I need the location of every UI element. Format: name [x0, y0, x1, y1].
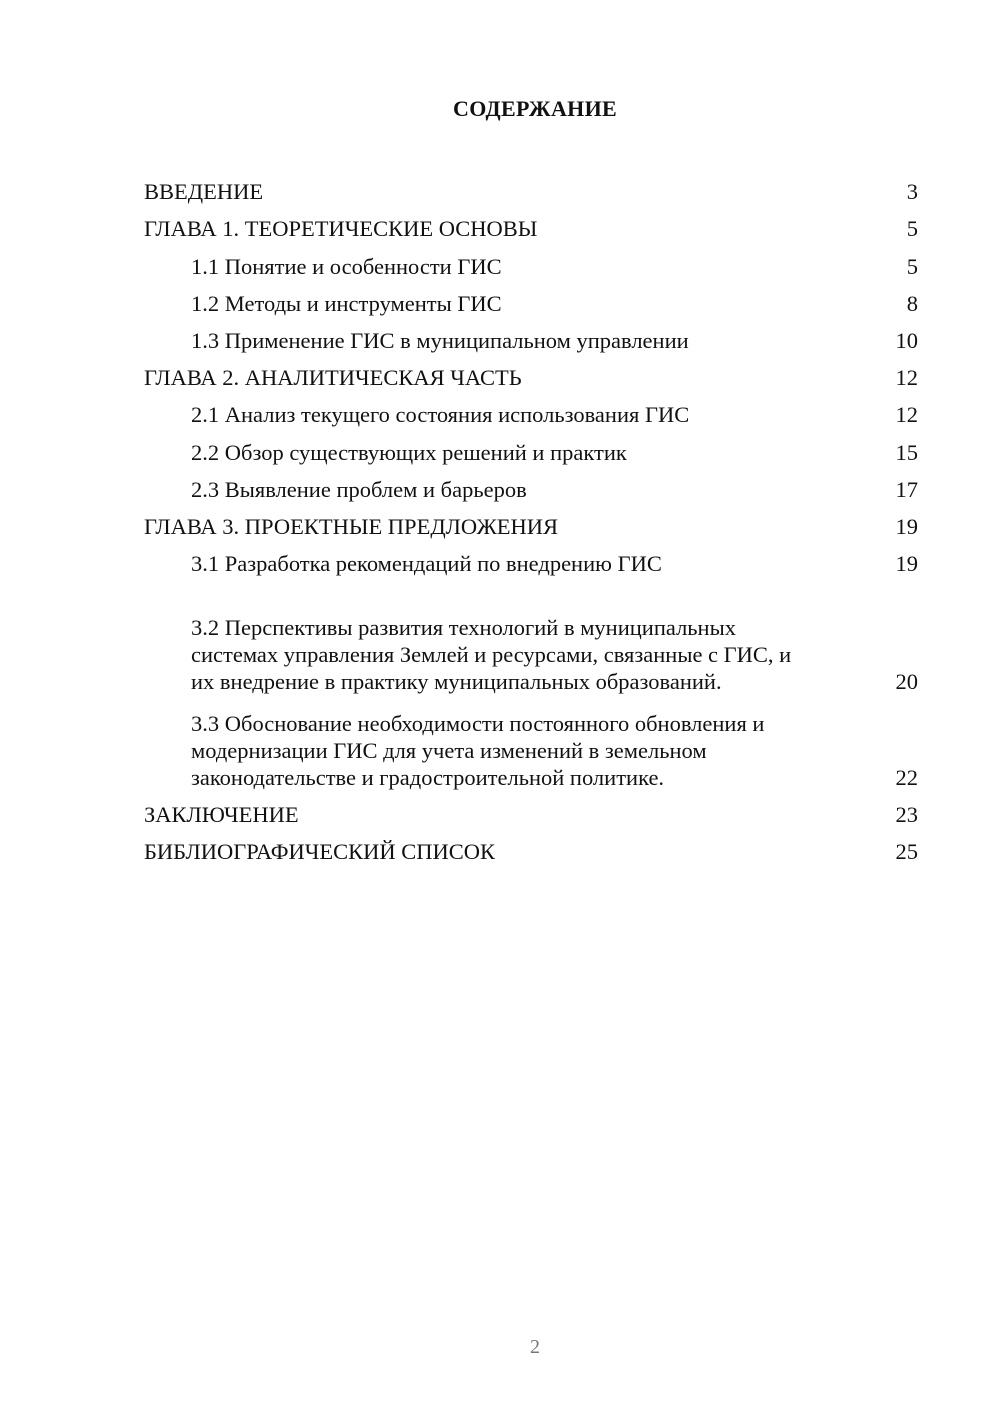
toc-entry-page: 22	[895, 765, 918, 791]
toc-entry-page: 3	[906, 179, 918, 205]
toc-entry-conclusion[interactable]	[144, 791, 918, 828]
toc-entry-section-1-2[interactable]	[144, 280, 918, 317]
toc-entry-section-3-2[interactable]	[144, 583, 918, 695]
toc-entry-label: 2.3 Выявление проблем и барьеров	[191, 476, 527, 502]
toc-entry-label: 2.1 Анализ текущего состояния использования ГИС	[191, 402, 690, 428]
toc-entry-label: ГЛАВА 2. АНАЛИТИЧЕСКАЯ ЧАСТЬ	[144, 365, 522, 391]
toc-entry-page: 23	[895, 802, 918, 828]
toc-entry-label: БИБЛИОГРАФИЧЕСКИЙ СПИСОК	[144, 839, 496, 865]
toc-entry-label: 3.3 Обоснование необходимости постоянного обновления и модернизации ГИС для учета изменений в земельном законодательстве и градостроительной политике.	[191, 711, 765, 791]
toc-entry-section-3-1[interactable]	[144, 540, 918, 577]
toc-entry-section-1-1[interactable]	[144, 242, 918, 279]
toc-entry-bibliography[interactable]	[144, 828, 918, 865]
toc-entry-label: 3.1 Разработка рекомендаций по внедрению ГИС	[191, 551, 662, 577]
toc-entry-label: ЗАКЛЮЧЕНИЕ	[144, 802, 299, 828]
toc-entry-label: ГЛАВА 3. ПРОЕКТНЫЕ ПРЕДЛОЖЕНИЯ	[144, 513, 559, 539]
toc-entry-page: 17	[895, 476, 918, 502]
toc-entry-label: 3.2 Перспективы развития технологий в муниципальных системах управления Землей и ресурсами, связанные с ГИС, и их внедрение в практику муниципальных образований.	[191, 615, 792, 695]
toc-entry-section-1-3[interactable]	[144, 317, 918, 354]
toc-entry-chapter-2[interactable]	[144, 354, 918, 391]
toc-entry-section-2-2[interactable]	[144, 428, 918, 465]
page-title: СОДЕРЖАНИЕ	[453, 96, 617, 121]
toc-entry-page: 8	[906, 290, 918, 316]
toc-entry-page: 10	[895, 327, 918, 353]
toc-entry-page: 5	[906, 253, 918, 279]
toc-entry-chapter-1[interactable]	[144, 205, 918, 242]
toc-entry-page: 5	[906, 216, 918, 242]
toc-entry-chapter-3[interactable]	[144, 503, 918, 540]
page-number: 2	[530, 1336, 540, 1358]
toc-entry-page: 20	[895, 669, 918, 695]
toc-entry-page: 19	[895, 513, 918, 539]
toc-entry-page: 12	[895, 365, 918, 391]
toc-entry-label: 2.2 Обзор существующих решений и практик	[191, 439, 627, 465]
toc-entry-section-2-1[interactable]	[144, 391, 918, 428]
toc-entry-page: 25	[895, 839, 918, 865]
toc-entry-label: ВВЕДЕНИЕ	[144, 179, 264, 205]
toc-entry-page: 19	[895, 551, 918, 577]
toc-entry-label: 1.3 Применение ГИС в муниципальном управлении	[191, 327, 689, 353]
toc-entry-label: 1.2 Методы и инструменты ГИС	[191, 290, 502, 316]
toc-entry-page: 15	[895, 439, 918, 465]
toc-entry-page: 12	[895, 402, 918, 428]
toc-entry-introduction[interactable]	[144, 168, 918, 205]
toc-entry-label: 1.1 Понятие и особенности ГИС	[191, 253, 502, 279]
table-of-contents	[144, 168, 918, 865]
toc-entry-section-2-3[interactable]	[144, 466, 918, 503]
toc-entry-label: ГЛАВА 1. ТЕОРЕТИЧЕСКИЕ ОСНОВЫ	[144, 216, 538, 242]
toc-entry-section-3-3[interactable]	[144, 701, 918, 791]
